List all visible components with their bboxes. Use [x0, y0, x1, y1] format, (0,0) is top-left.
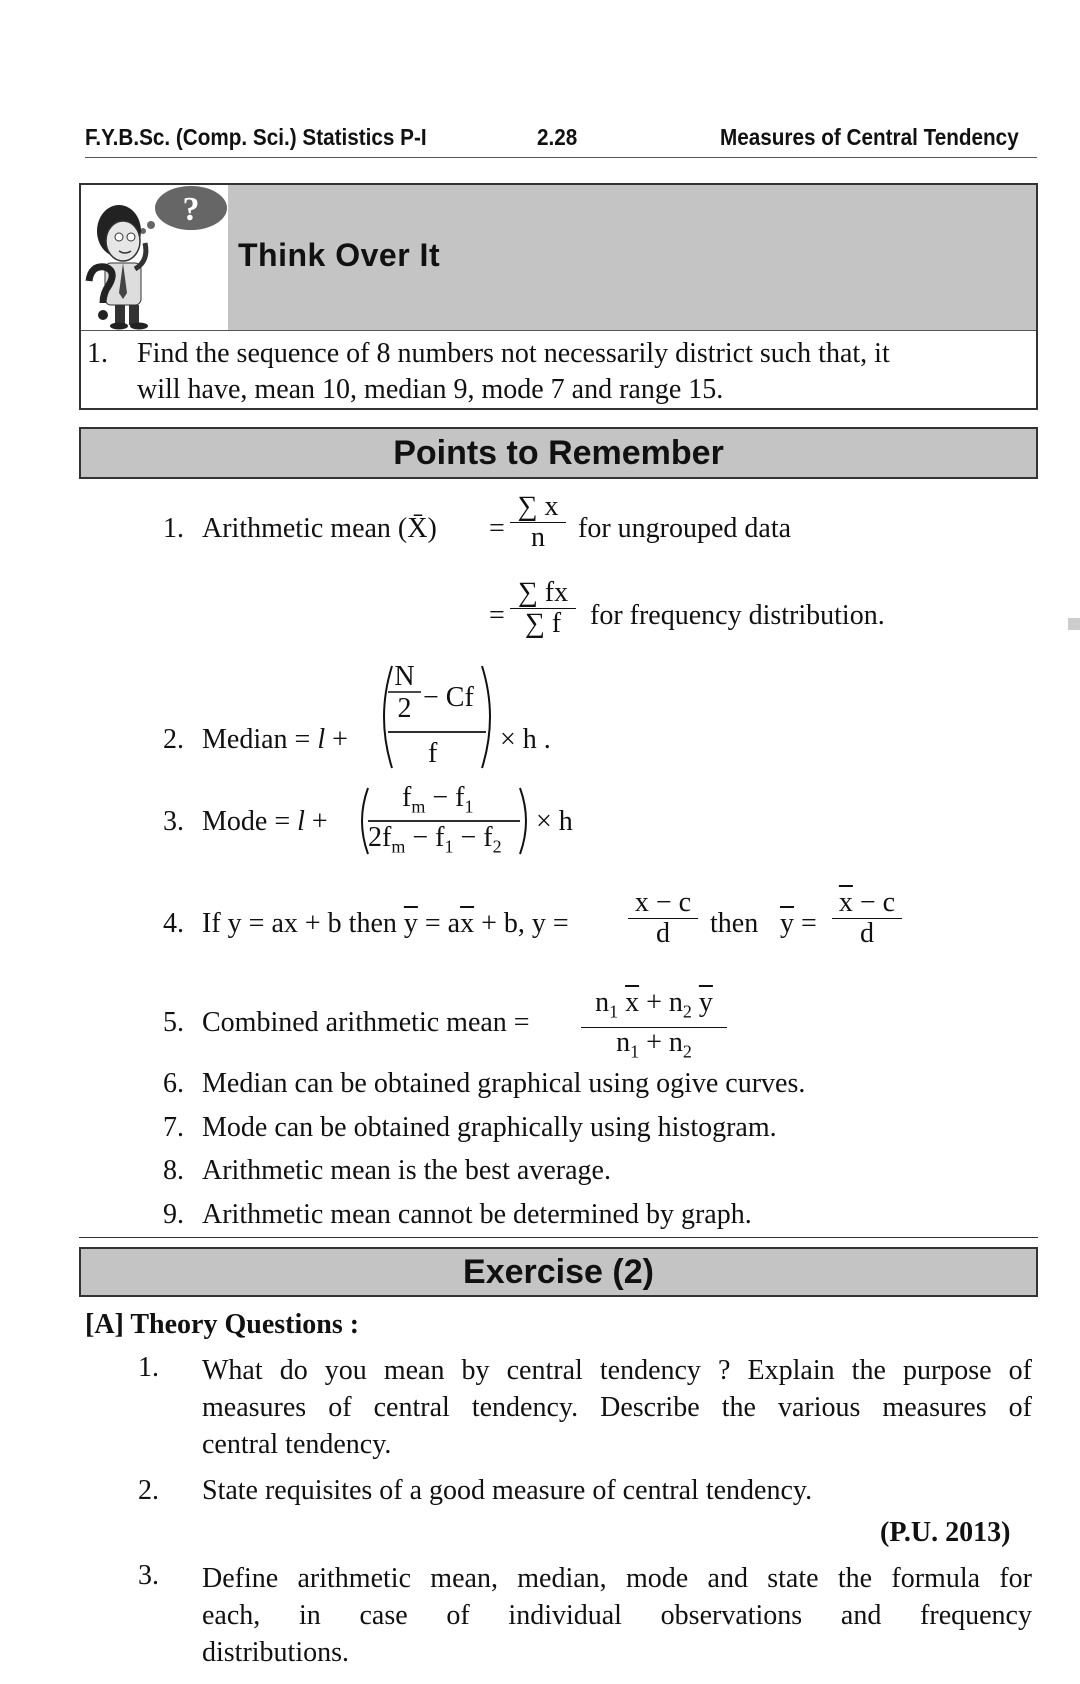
exercise-q3-number: 3.: [138, 1560, 159, 1591]
exercise-q3: [202, 1560, 1032, 1671]
mode-numerator: [402, 782, 473, 818]
median-times-h: × h .: [500, 724, 551, 755]
mode-minus-f1: − f: [425, 782, 465, 813]
mode-2fm-sub: m: [391, 836, 406, 857]
fraction-numerator: ∑ x: [517, 491, 559, 522]
mode-den-f2-sub: 2: [492, 836, 502, 857]
exercise-title: Exercise (2): [463, 1253, 654, 1291]
p5-plus-n2: + n: [639, 987, 683, 1018]
think-over-it-title: Think Over It: [238, 237, 441, 273]
median-minus-cf: − Cf: [423, 682, 474, 713]
points-bottom-rule: [79, 1237, 1038, 1238]
mode-f1-sub: 1: [464, 796, 474, 817]
mode-den-f1: − f: [405, 822, 445, 853]
mode-2fm: 2f: [368, 822, 392, 853]
mode-denominator: [368, 822, 502, 858]
point-5-label: Combined arithmetic mean =: [202, 1007, 530, 1038]
p4-ybar2: $\overline{y}$: [780, 908, 794, 939]
point-7-number: 7.: [163, 1112, 184, 1143]
median-label: Median =: [202, 724, 318, 755]
running-header-left: F.Y.B.Sc. (Comp. Sci.) Statistics P-I: [85, 124, 427, 150]
bubble-question-mark: ?: [182, 191, 200, 228]
p5-den-n1-sub: 1: [630, 1041, 640, 1062]
median-l: l: [317, 724, 326, 755]
p4-ybar: $\overline{y}$: [403, 908, 418, 939]
exercise-q2-number: 2.: [138, 1475, 159, 1506]
q3-line2: each, in case of individual observations and frequency: [202, 1600, 1032, 1631]
p4-fraction-2: [832, 888, 902, 949]
point-6-text: Median can be obtained graphical using ogive curves.: [202, 1068, 806, 1099]
p4-frac1-den: d: [628, 918, 698, 949]
point-5-number: 5.: [163, 1007, 184, 1038]
p5-denominator: [581, 1027, 727, 1067]
point-8-text: Arithmetic mean is the best average.: [202, 1155, 611, 1186]
points-to-remember-banner: [79, 427, 1038, 479]
point-1-frequency-text: for frequency distribution.: [590, 600, 885, 631]
point-1-ungrouped-text: for ungrouped data: [578, 513, 792, 544]
p5-n1-sub: 1: [609, 1001, 619, 1022]
header-rule: [85, 157, 1037, 158]
point-4-number: 4.: [163, 908, 184, 939]
point-2-number: 2.: [163, 724, 184, 755]
p5-n1: n: [595, 987, 610, 1018]
think-over-it-box: [79, 183, 1038, 410]
point-4-text: [202, 908, 569, 940]
q1-line2: measures of central tendency. Describe the various measures of: [202, 1392, 1032, 1423]
exercise-banner: [79, 1247, 1038, 1297]
mode-l: l: [297, 806, 305, 837]
p4-then: then: [710, 908, 759, 939]
p4-eq1: = a: [424, 908, 461, 939]
p4-xbar: $\overline{x}$: [460, 908, 475, 939]
point-2-label: [202, 724, 348, 756]
thinking-man-icon: [81, 185, 228, 330]
point-1-label: Arithmetic mean (X̄): [202, 513, 437, 544]
p4-frac1-num: x − c: [634, 887, 692, 918]
q3-line3: distributions.: [202, 1637, 350, 1668]
page-number: 2.28: [537, 124, 578, 150]
p5-combined-fraction: [581, 988, 727, 1066]
point-1-number: 1.: [163, 513, 184, 544]
point-8-number: 8.: [163, 1155, 184, 1186]
exercise-q1: [202, 1352, 1032, 1463]
scroll-marker[interactable]: [1068, 618, 1080, 630]
p5-n2-sub: 2: [682, 1001, 692, 1022]
point-1-equals: =: [489, 513, 505, 544]
think-question-number: 1.: [87, 338, 108, 369]
median-2: 2: [397, 693, 412, 724]
p5-xbar: $\overline{x}$: [625, 987, 640, 1018]
point-3-label: [202, 806, 328, 838]
exercise-q1-number: 1.: [138, 1352, 159, 1383]
q1-line3: central tendency.: [202, 1429, 392, 1460]
mode-fm: f: [402, 782, 412, 813]
points-title: Points to Remember: [393, 434, 724, 472]
p4-frac2-xbar: $\overline{x}$: [838, 887, 853, 918]
running-header-right: Measures of Central Tendency: [720, 124, 1019, 150]
mode-den-f1-sub: 1: [444, 836, 454, 857]
think-question-line1: Find the sequence of 8 numbers not necessarily district such that, it: [137, 338, 890, 369]
point-6-number: 6.: [163, 1068, 184, 1099]
p4-frac2-minus-c: − c: [852, 887, 896, 918]
point-7-text: Mode can be obtained graphically using histogram.: [202, 1112, 777, 1143]
think-question-line2: will have, mean 10, median 9, mode 7 and range 15.: [137, 374, 724, 405]
p5-ybar: $\overline{y}$: [698, 987, 713, 1018]
fraction-denominator: ∑ f: [510, 608, 576, 639]
p5-den-plus-n2: + n: [639, 1026, 683, 1058]
p4-frac2-den: d: [832, 918, 902, 949]
mode-fm-sub: m: [411, 796, 426, 817]
p4-fraction-1: [628, 888, 698, 949]
p4-part2: + b, y =: [481, 908, 569, 939]
p4-ybar-2: [780, 908, 817, 940]
mode-plus: +: [304, 806, 328, 837]
mode-den-f2: − f: [453, 822, 493, 853]
p5-den-n2-sub: 2: [682, 1041, 692, 1062]
fraction-numerator: ∑ fx: [517, 577, 569, 608]
median-f: f: [428, 738, 438, 769]
point-1-fraction-ungrouped: [510, 492, 566, 553]
q1-line1: What do you mean by central tendency ? Explain the purpose of: [202, 1355, 1032, 1386]
thinking-man-illustration: [81, 185, 228, 330]
mode-label: Mode =: [202, 806, 298, 837]
point-1-fraction-frequency: [510, 578, 576, 639]
median-n-over-2: [388, 662, 421, 724]
median-plus: +: [325, 724, 348, 755]
median-n: N: [394, 661, 415, 692]
point-9-number: 9.: [163, 1199, 184, 1230]
p4-part1: If y = ax + b then: [202, 908, 397, 939]
point-1-equals-2: =: [489, 600, 505, 631]
q3-line1: Define arithmetic mean, median, mode and state the formula for: [202, 1563, 1032, 1594]
mode-times-h: × h: [536, 806, 573, 837]
p5-numerator: [581, 988, 727, 1027]
fraction-denominator: n: [510, 522, 566, 553]
exercise-q2-reference: (P.U. 2013): [880, 1517, 1011, 1548]
p4-eq2: =: [801, 908, 817, 939]
point-3-number: 3.: [163, 806, 184, 837]
p5-den-n1: n: [616, 1026, 631, 1058]
exercise-q2: State requisites of a good measure of central tendency.: [202, 1475, 813, 1506]
theory-questions-heading: [A] Theory Questions :: [85, 1309, 360, 1340]
point-9-text: Arithmetic mean cannot be determined by graph.: [202, 1199, 752, 1230]
